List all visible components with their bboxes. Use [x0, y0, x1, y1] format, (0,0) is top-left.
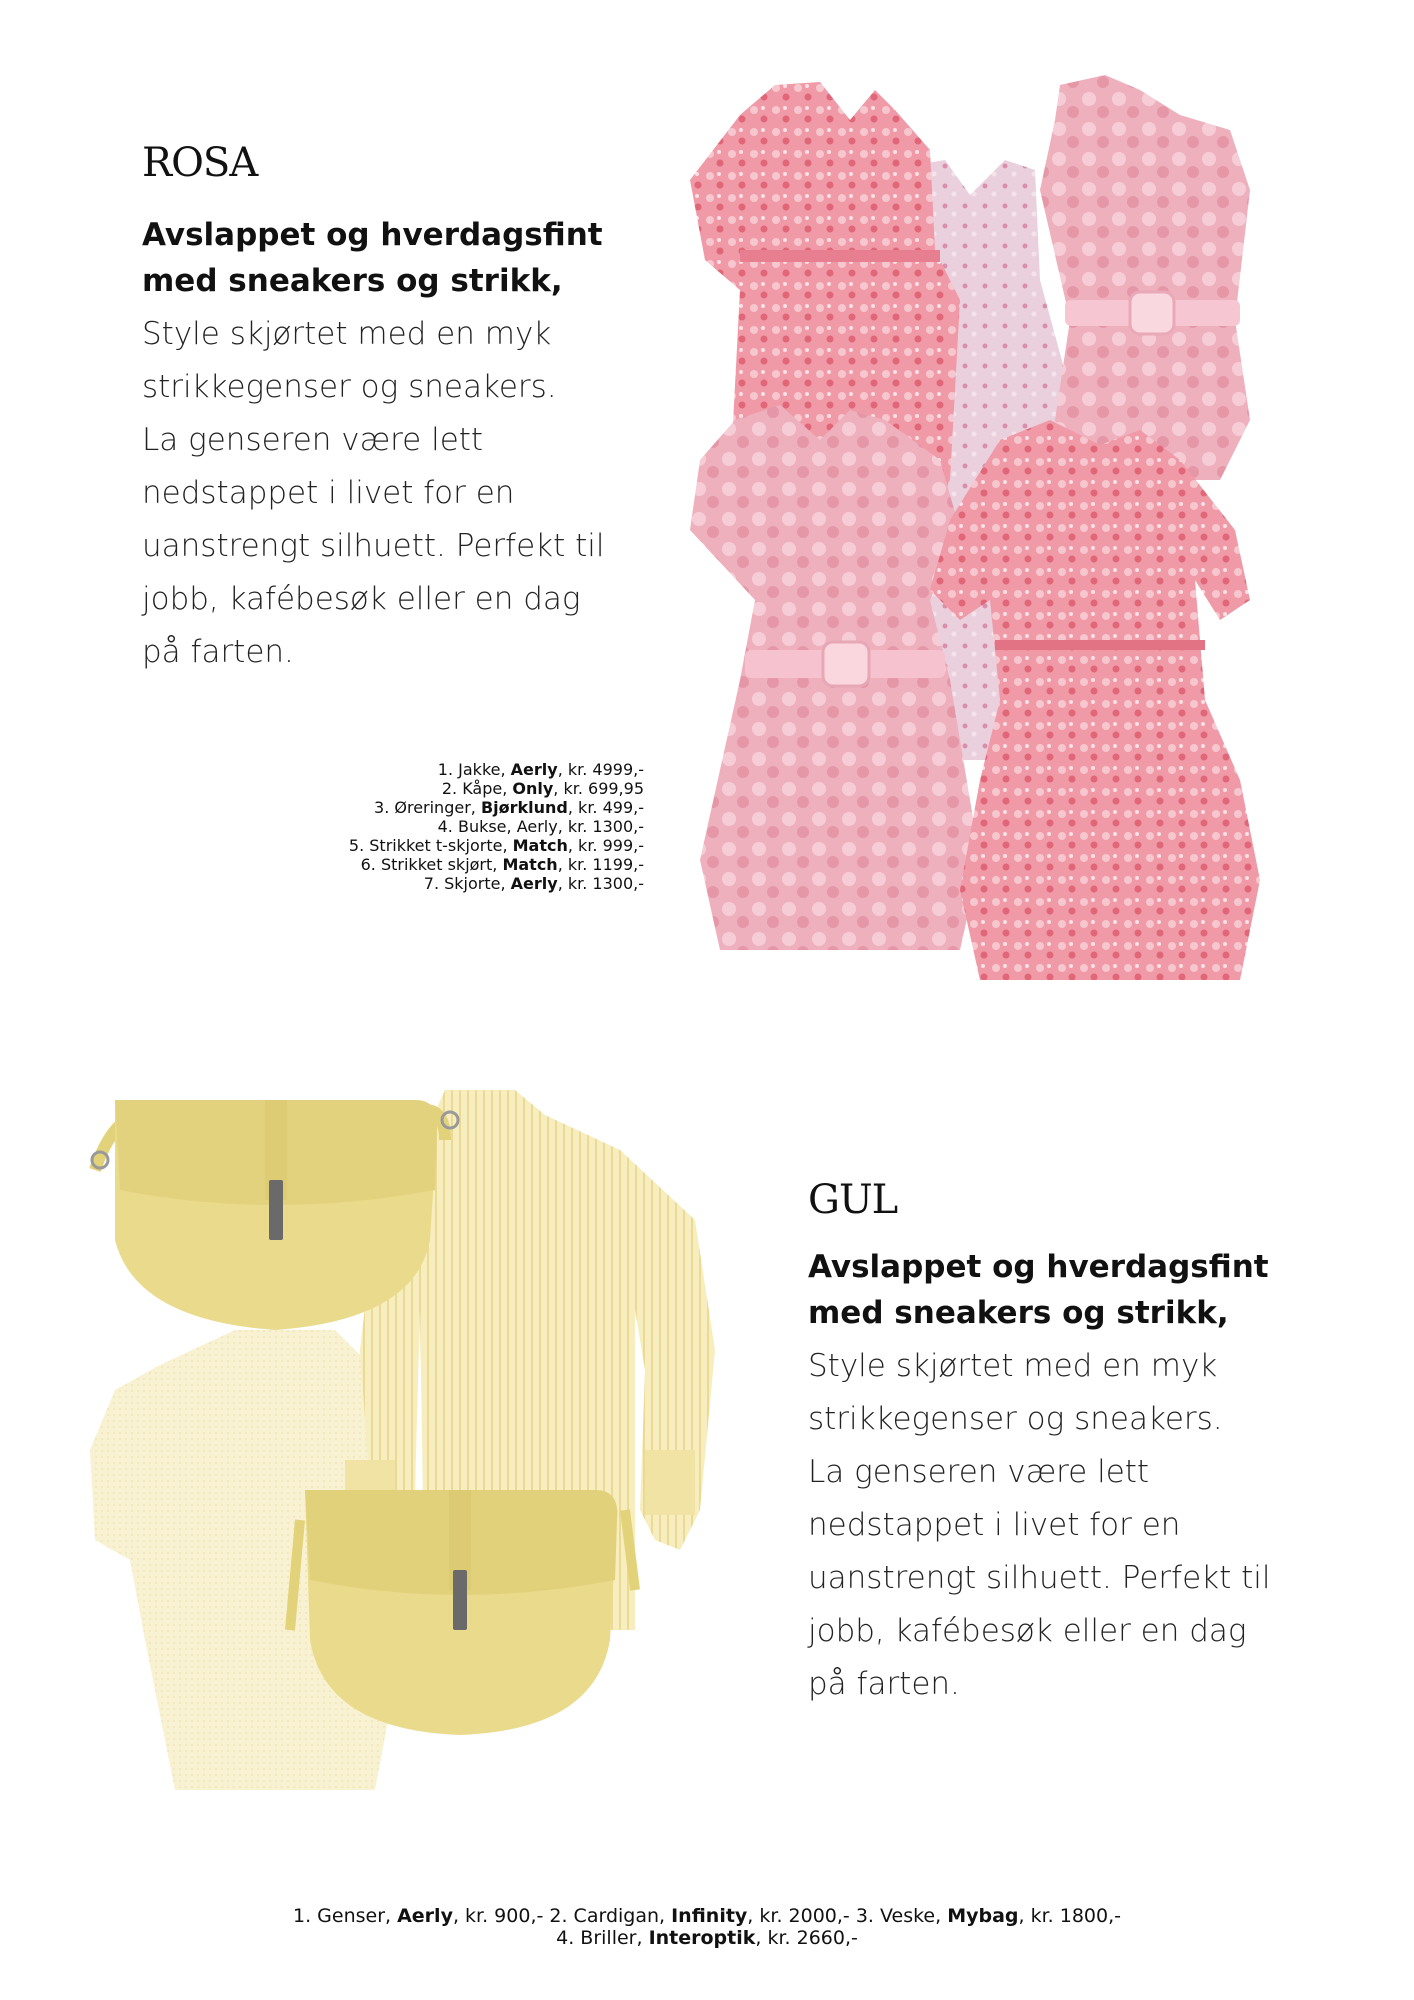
rosa-body-line-5: uanstrengt silhuett. Perfekt til — [142, 528, 605, 564]
rosa-body-line-1: Style skjørtet med en myk — [142, 316, 552, 352]
rosa-body-line-3: La genseren være lett — [142, 422, 484, 458]
rosa-credit-4: 4. Bukse, Aerly, kr. 1300,- — [437, 817, 644, 836]
gul-body-line-5: uanstrengt silhuett. Perfekt til — [808, 1560, 1271, 1596]
rosa-credit-5: 5. Strikket t-skjorte, Match, kr. 999,- — [348, 836, 644, 855]
rosa-headline-line-1: Avslappet og hverdagsfint — [142, 217, 603, 253]
rosa-body-line-4: nedstappet i livet for en — [142, 475, 515, 511]
gul-body-line-6: jobb, kafébesøk eller en dag — [808, 1613, 1247, 1649]
gul-body-line-1: Style skjørtet med en myk — [808, 1348, 1218, 1384]
gul-credits-line-2: 4. Briller, Interoptik, kr. 2660,- — [556, 1927, 858, 1949]
rosa-body-line-2: strikkegenser og sneakers. — [142, 369, 557, 405]
rosa-body-line-7: på farten. — [142, 634, 294, 670]
gul-credits-line-1: 1. Genser, Aerly, kr. 900,- 2. Cardigan, Infinity, kr. 2000,- 3. Veske, Mybag, kr. 1800,- — [292, 1905, 1122, 1927]
gul-credits — [0, 1905, 1414, 1949]
rosa-credits — [349, 760, 644, 893]
rosa-section-title: ROSA — [142, 140, 258, 186]
rosa-credit-3: 3. Øreringer, Bjørklund, kr. 499,- — [374, 798, 644, 817]
gul-body-line-4: nedstappet i livet for en — [808, 1507, 1181, 1543]
rosa-credit-6: 6. Strikket skjørt, Match, kr. 1199,- — [360, 855, 644, 874]
rosa-headline-line-2: med sneakers og strikk, — [142, 263, 563, 299]
lace-dress-front-left — [690, 405, 980, 950]
gul-headline-line-1: Avslappet og hverdagsfint — [808, 1249, 1269, 1285]
gul-section-title: GUL — [808, 1177, 898, 1223]
rosa-credit-1: 1. Jakke, Aerly, kr. 4999,- — [437, 760, 644, 779]
rosa-body-text — [142, 308, 605, 679]
yellow-items-photo — [75, 1070, 725, 1790]
rosa-headline — [142, 212, 603, 304]
rosa-credit-2: 2. Kåpe, Only, kr. 699,95 — [441, 779, 644, 798]
yellow-bag-bottom — [290, 1490, 635, 1735]
gul-body-line-3: La genseren være lett — [808, 1454, 1150, 1490]
rosa-body-line-6: jobb, kafébesøk eller en dag — [142, 581, 581, 617]
lace-dress-back-right — [1040, 75, 1250, 480]
gul-body-line-7: på farten. — [808, 1666, 960, 1702]
gul-headline — [808, 1244, 1269, 1336]
gul-body-text — [808, 1340, 1271, 1711]
rosa-credit-7: 7. Skjorte, Aerly, kr. 1300,- — [423, 874, 644, 893]
gul-headline-line-2: med sneakers og strikk, — [808, 1295, 1229, 1331]
pink-dresses-photo — [660, 60, 1320, 990]
gul-body-line-2: strikkegenser og sneakers. — [808, 1401, 1223, 1437]
